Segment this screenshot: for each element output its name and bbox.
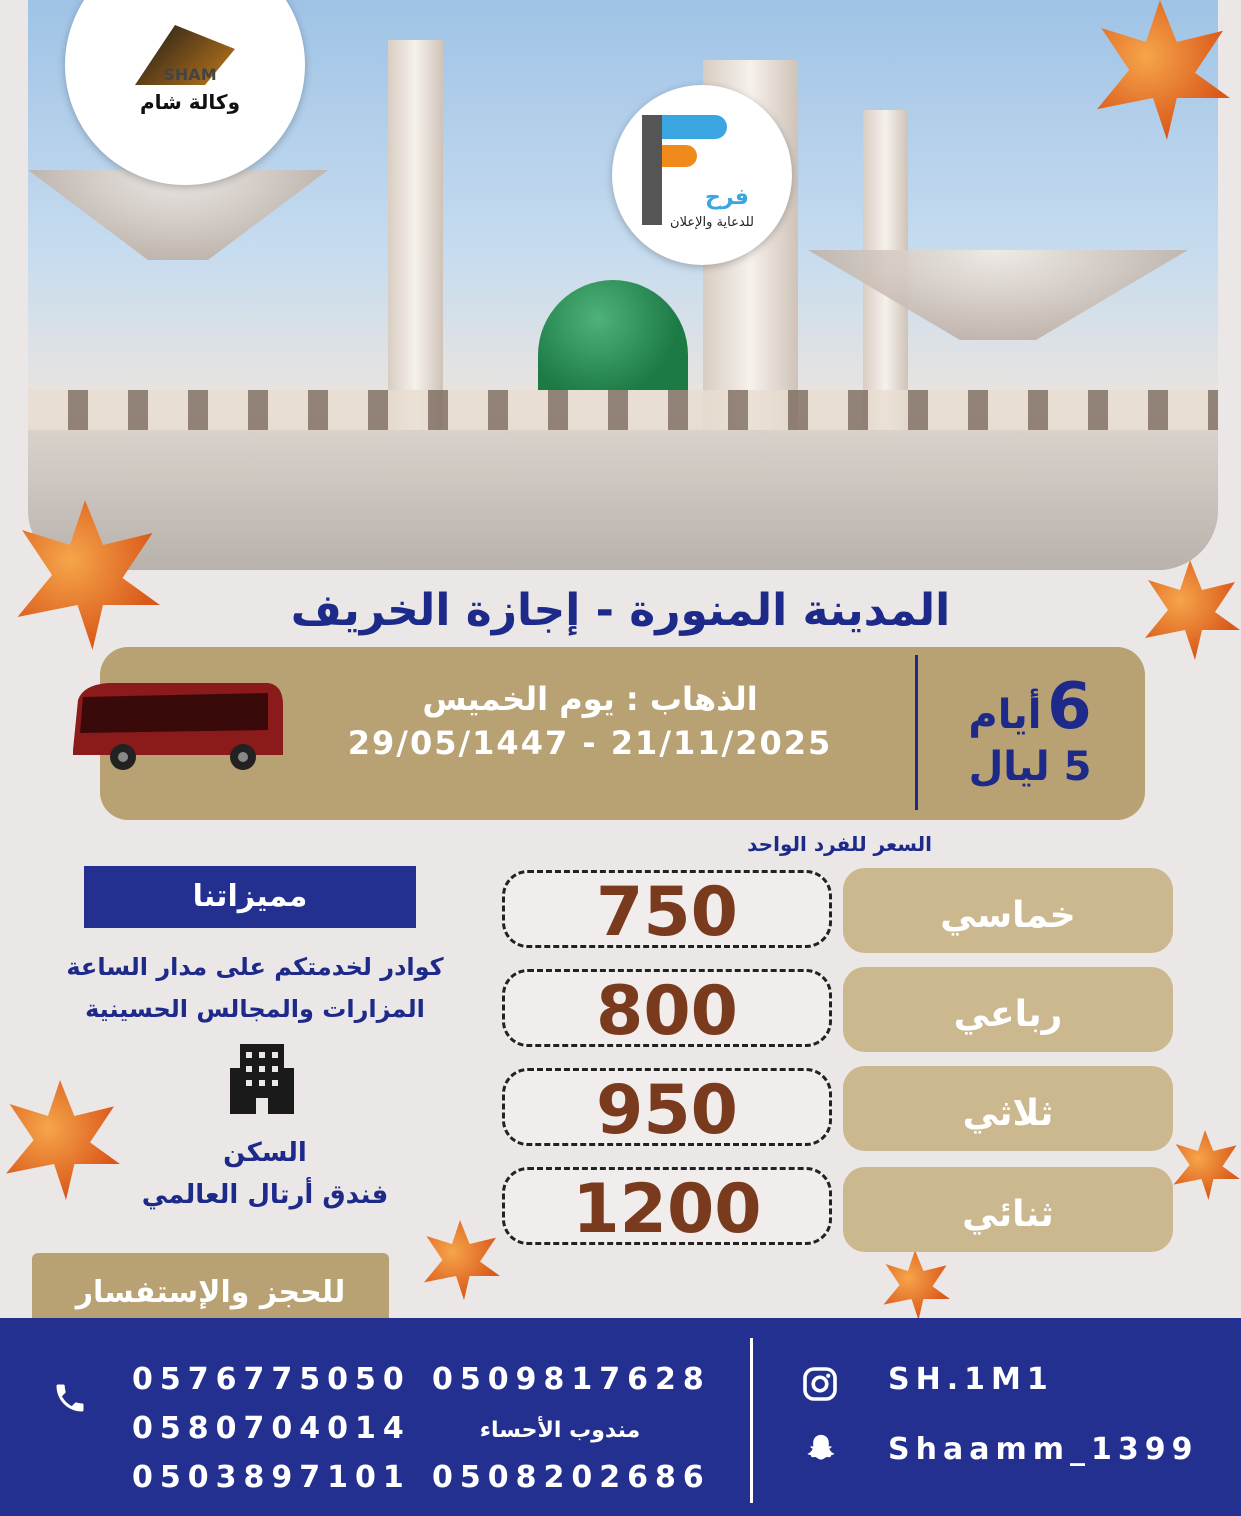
instagram-icon: [802, 1366, 838, 1402]
days-label: أيام: [968, 692, 1042, 738]
nights-label: 5 ليال: [968, 744, 1092, 790]
room-type-triple: ثلاثي: [843, 1066, 1173, 1151]
building-icon: [228, 1040, 296, 1114]
hotel-name: فندق أرتال العالمي: [141, 1180, 389, 1210]
stay-label: السكن: [223, 1138, 307, 1168]
feature-item: المزارات والمجالس الحسينية: [85, 995, 425, 1023]
phone-number[interactable]: 0503897101: [132, 1460, 411, 1495]
price-quintuple: 750: [502, 870, 832, 948]
info-divider: [915, 655, 918, 810]
leaf-decoration: [880, 1250, 950, 1320]
farah-logo-stem: [642, 115, 662, 225]
minaret-left: [388, 40, 443, 440]
price-triple: 950: [502, 1068, 832, 1146]
snapchat-icon: [804, 1432, 838, 1466]
price-quadruple: 800: [502, 969, 832, 1047]
booking-inquiry-banner: للحجز والإستفسار: [32, 1253, 389, 1333]
bus-icon: [68, 675, 288, 775]
phone-number[interactable]: 0576775050: [132, 1362, 411, 1397]
instagram-handle[interactable]: SH.1M1: [888, 1362, 1054, 1397]
farah-logo: [612, 85, 792, 265]
farah-logo-text: فرح: [705, 185, 749, 210]
feature-item: كوادر لخدمتكم على مدار الساعة: [66, 953, 444, 981]
snapchat-handle[interactable]: Shaamm_1399: [888, 1432, 1199, 1467]
footer-divider: [750, 1338, 753, 1503]
page-title: المدينة المنورة - إجازة الخريف: [290, 585, 951, 636]
phone-number[interactable]: 0509817628: [432, 1362, 711, 1397]
price-double: 1200: [502, 1167, 832, 1245]
leaf-decoration: [420, 1220, 500, 1300]
departure-day: الذهاب : يوم الخميس: [422, 680, 758, 718]
alahsa-rep-label: مندوب الأحساء: [479, 1418, 641, 1443]
days-count: 6: [1047, 670, 1092, 744]
duration: [930, 670, 1130, 790]
phone-icon: [52, 1380, 88, 1416]
leaf-decoration: [1170, 1130, 1240, 1200]
trip-schedule: [290, 680, 890, 762]
sham-logo-text-ar: وكالة شام: [139, 90, 240, 114]
phone-number[interactable]: 0580704014: [132, 1411, 411, 1446]
green-dome: [538, 280, 688, 390]
phone-number[interactable]: 0508202686: [432, 1460, 711, 1495]
room-type-quadruple: رباعي: [843, 967, 1173, 1052]
price-per-person-label: السعر للفرد الواحد: [747, 832, 932, 856]
courtyard: [28, 430, 1218, 570]
farah-logo-sub: للدعاية والإعلان: [670, 215, 754, 230]
trip-dates: 29/05/1447 - 21/11/2025: [347, 724, 833, 762]
room-type-quintuple: خماسي: [843, 868, 1173, 953]
features-heading: مميزاتنا: [84, 866, 416, 928]
room-type-double: ثنائي: [843, 1167, 1173, 1252]
sham-logo-text-en: SHAM: [163, 65, 217, 84]
